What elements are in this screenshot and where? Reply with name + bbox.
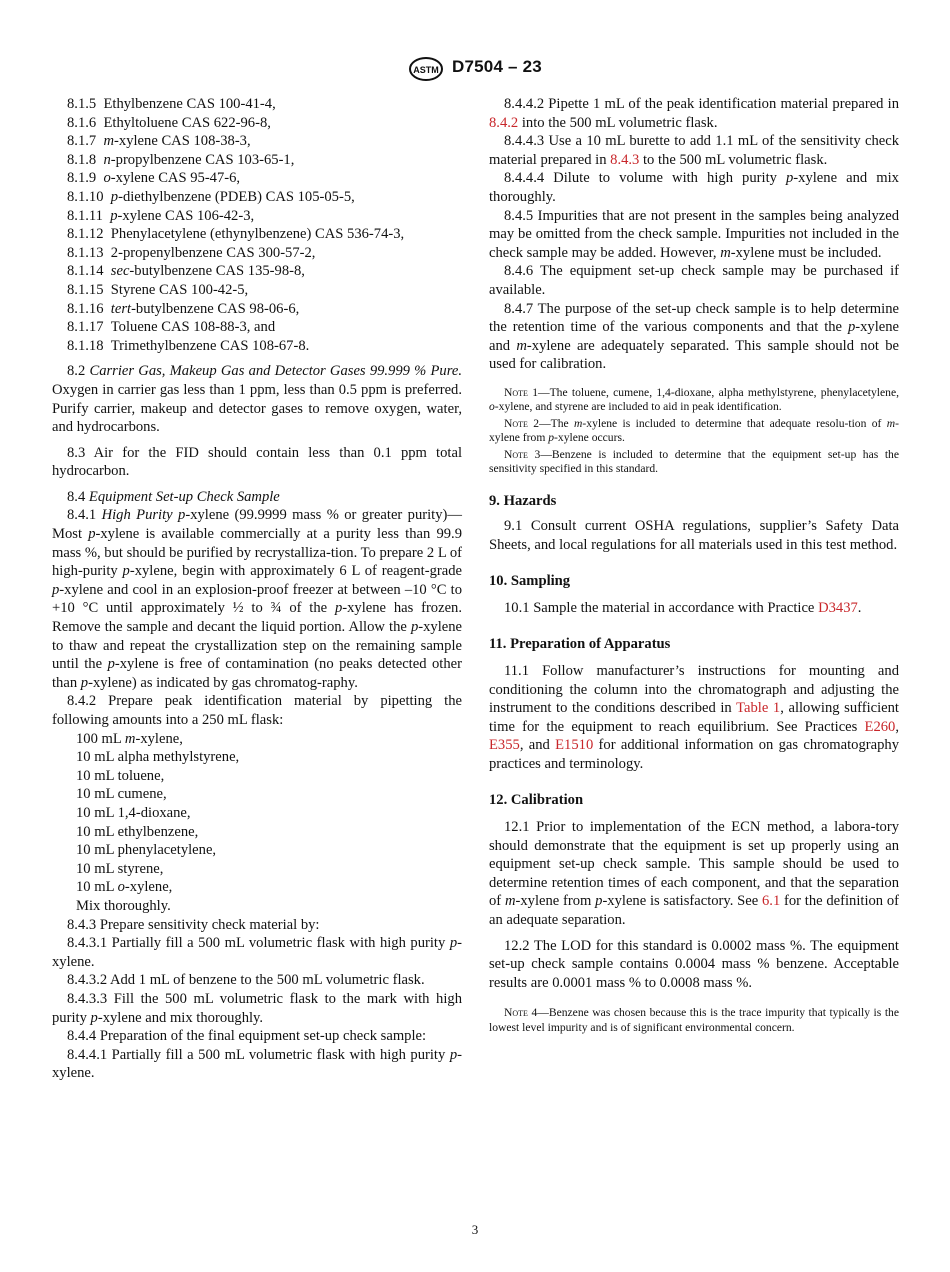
amount-item: 10 mL cumene, <box>76 786 167 803</box>
cas-list-item: 8.1.7 m-xylene CAS 108-38-3, <box>67 133 251 150</box>
ref-link-6-1[interactable]: 6.1 <box>762 893 781 910</box>
cas-list-item: 8.1.15 Styrene CAS 100-42-5, <box>67 281 249 298</box>
ref-link-table-1[interactable]: Table 1 <box>736 700 781 717</box>
ref-link-e1510[interactable]: E1510 <box>555 737 594 754</box>
amount-item: 100 mL m-xylene, <box>76 730 183 747</box>
ref-link-8-4-2[interactable]: 8.4.2 <box>489 114 519 131</box>
cas-list-item: 8.1.8 n-propylbenzene CAS 103-65-1, <box>67 151 295 168</box>
left-column <box>52 95 462 1083</box>
section-10-1: 10.1 Sample the material in accordance with Practice D3437. <box>504 599 862 616</box>
heading-calibration: 12. Calibration <box>489 792 584 809</box>
section-8-4-4: 8.4.4 Preparation of the final equipment set-up check sample: <box>67 1028 427 1045</box>
cas-list-item: 8.1.12 Phenylacetylene (ethynylbenzene) CAS 536-74-3, <box>67 226 405 243</box>
cas-list <box>52 95 462 355</box>
cas-list-item: 8.1.16 tert-butylbenzene CAS 98-06-6, <box>67 300 300 317</box>
section-12-1: 12.1 Prior to implementation of the ECN method, a labora-tory should demonstrate that the equipment is set up properly using an equipment set-up check sample. This sample should be used to determine retention times of each component, and that the separation of m-xylene from p-xylene is satisfactory. See 6.1 for the definition of an adequate separation. <box>489 819 900 929</box>
cas-list-item: 8.1.18 Trimethylbenzene CAS 108-67-8. <box>67 337 310 354</box>
ref-link-e260[interactable]: E260 <box>864 718 896 735</box>
cas-list-item: 8.1.5 Ethylbenzene CAS 100-41-4, <box>67 96 276 112</box>
cas-list-item: 8.1.10 p-diethylbenzene (PDEB) CAS 105-05-5, <box>67 188 355 205</box>
section-8-4: 8.4 Equipment Set-up Check Sample <box>67 488 280 505</box>
section-8-4-4-2: 8.4.4.2 Pipette 1 mL of the peak identification material prepared in 8.4.2 into the 500 mL volumetric flask. <box>489 96 899 131</box>
page-header <box>0 56 950 84</box>
note-4: Note 4—Benzene was chosen because this is the trace impurity that typically is the lowest level impurity and is of significant environmental concern. <box>489 1006 899 1034</box>
section-8-4-3-1: 8.4.3.1 Partially fill a 500 mL volumetric flask with high purity p-xylene. <box>52 935 462 970</box>
cas-list-item: 8.1.11 p-xylene CAS 106-42-3, <box>67 207 255 224</box>
section-8-3: 8.3 Air for the FID should contain less than 0.1 ppm total hydrocarbon. <box>52 444 462 480</box>
right-column <box>489 95 899 1035</box>
section-8-4-4-3: 8.4.4.3 Use a 10 mL burette to add 1.1 mL of the sensitivity check material prepared in 8.4.3 to the 500 mL volumetric flask. <box>489 133 899 168</box>
amount-item: Mix thoroughly. <box>76 897 171 914</box>
section-8-4-3-2: 8.4.3.2 Add 1 mL of benzene to the 500 mL volumetric flask. <box>67 972 425 989</box>
heading-preparation-of-apparatus: 11. Preparation of Apparatus <box>489 636 671 653</box>
ref-link-e355[interactable]: E355 <box>489 737 520 754</box>
note-1: Note 1—The toluene, cumene, 1,4-dioxane, alpha methylstyrene, phenylacetylene, o-xylene, and styrene are included to aid in peak identification. <box>489 385 899 414</box>
amount-item: 10 mL styrene, <box>76 860 164 877</box>
amount-item: 10 mL toluene, <box>76 767 165 784</box>
note-3: Note 3—Benzene is included to determine that the equipment set-up has the sensitivity specified in this standard. <box>489 447 899 475</box>
amount-item: 10 mL o-xylene, <box>76 879 173 896</box>
section-9-1: 9.1 Consult current OSHA regulations, supplier’s Safety Data Sheets, and local regulations for all materials used in this test method. <box>489 517 899 553</box>
page-number: 3 <box>471 1222 479 1237</box>
note-2: Note 2—The m-xylene is included to determine that adequate resolu-tion of m-xylene from p-xylene occurs. <box>489 416 899 445</box>
section-8-4-2: 8.4.2 Prepare peak identification material by pipetting the following amounts into a 250 mL flask: <box>52 693 462 728</box>
section-8-4-4-1: 8.4.4.1 Partially fill a 500 mL volumetric flask with high purity p-xylene. <box>52 1046 462 1082</box>
svg-text:ASTM: ASTM <box>413 65 439 75</box>
cas-list-item: 8.1.13 2-propenylbenzene CAS 300-57-2, <box>67 244 316 261</box>
section-8-4-6: 8.4.6 The equipment set-up check sample may be purchased if available. <box>489 263 899 298</box>
section-8-4-3-3: 8.4.3.3 Fill the 500 mL volumetric flask to the mark with high purity p-xylene and mix thoroughly. <box>52 990 462 1026</box>
cas-list-item: 8.1.6 Ethyltoluene CAS 622-96-8, <box>67 114 271 131</box>
astm-logo <box>408 56 444 82</box>
cas-list-item: 8.1.9 o-xylene CAS 95-47-6, <box>67 170 241 187</box>
section-12-2: 12.2 The LOD for this standard is 0.0002 mass %. The equipment set-up check sample contains 0.0004 mass % benzene. Acceptable results are 0.0001 mass % to 0.0008 mass %. <box>489 937 899 991</box>
section-8-4-7: 8.4.7 The purpose of the set-up check sample is to help determine the retention time of the various components and that the p-xylene and m-xylene are adequately separated. This sample should not be used for calibration. <box>489 300 899 373</box>
document-id: D7504 – 23 <box>452 57 542 76</box>
ref-link-d3437[interactable]: D3437 <box>818 599 858 616</box>
heading-hazards: 9. Hazards <box>489 493 557 510</box>
cas-list-item: 8.1.17 Toluene CAS 108-88-3, and <box>67 319 276 336</box>
ref-link-8-4-3[interactable]: 8.4.3 <box>610 151 640 168</box>
cas-list-item: 8.1.14 sec-butylbenzene CAS 135-98-8, <box>67 263 305 280</box>
amount-item: 10 mL alpha methylstyrene, <box>76 749 240 766</box>
section-8-2: 8.2 Carrier Gas, Makeup Gas and Detector Gases 99.999 % Pure. Oxygen in carrier gas less than 1 ppm, less than 0.5 ppm is preferred. Purify carrier, makeup and detector gases to remove oxygen, water, and hydrocarbons. <box>52 363 462 436</box>
section-8-4-1: 8.4.1 High Purity p-xylene (99.9999 mass % or greater purity)—Most p-xylene is available commercially at a purity less than 99.9 mass %, but should be purified by recrystalliza-tion. To prepare 2 L of high-purity p-xylene, begin with approximately 6 L of reagent-grade p-xylene and cool in an explosion-proof freezer at between –10 °C to +10 °C until approximately ½ to ¾ of the p-xylene has frozen. Remove the sample and decant the liquid portion. Allow the p-xylene to thaw and repeat the crystallization step on the remaining sample until the p-xylene is free of contamination (no peaks detected other than p-xylene) as indicated by gas chromatog-raphy. <box>52 507 462 691</box>
section-8-4-5: 8.4.5 Impurities that are not present in the samples being analyzed may be omitted from the check sample. Impurities not included in the check sample may be added. However, m-xylene must be included. <box>489 207 899 261</box>
amount-item: 10 mL ethylbenzene, <box>76 823 199 840</box>
amounts-list <box>52 730 462 916</box>
section-8-4-4-4: 8.4.4.4 Dilute to volume with high purity p-xylene and mix thoroughly. <box>489 170 899 205</box>
amount-item: 10 mL phenylacetylene, <box>76 842 217 859</box>
section-11-1: 11.1 Follow manufacturer’s instructions for mounting and conditioning the column into the chromatograph and adjusting the instrument to the conditions described in Table 1, allowing sufficient time for the equipment to reach equilibrium. See Practices E260, E355, and E1510 for additional information on gas chromatography practices and terminology. <box>489 662 899 772</box>
section-8-4-3: 8.4.3 Prepare sensitivity check material by: <box>67 916 320 933</box>
heading-sampling: 10. Sampling <box>489 573 571 590</box>
amount-item: 10 mL 1,4-dioxane, <box>76 804 191 821</box>
